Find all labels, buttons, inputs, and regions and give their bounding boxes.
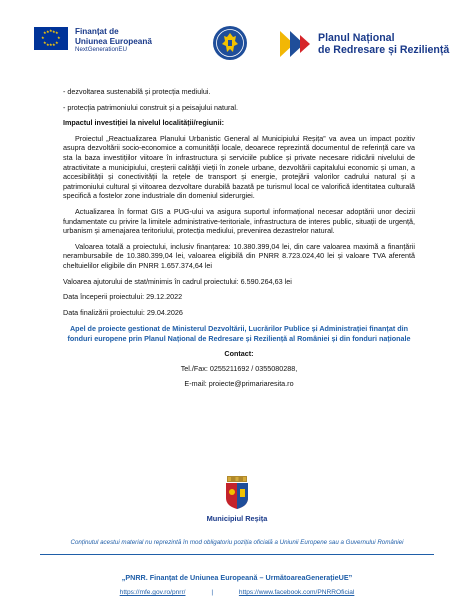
gis-paragraph: Actualizarea în format GIS a PUG-ului va asigura suportul informațional necesar adoptării unor decizii fundamentate cu privire la limitele administrative-teritoriale, infrastructura de interes public, situații de urgență, urbanism și amenajarea teritoriului, protecția mediului, prevenirea dezastrelor natural. [63, 206, 415, 236]
eu-label-line1: Finanțat de [75, 27, 119, 36]
impact-paragraph: Proiectul „Reactualizarea Planului Urbanistic General al Municipiului Reșița” va avea un impact pozitiv asupra dezvoltării socio-economice a comunității locale, deoarece reprezintă documentul de referință care va sta la baza investițiilor viitoare în infrastructura și serviciile publice și private necesare ridicării nivelului de atractivitate a municipiului, creșterii calității vieții în zonele urbane, dezvoltării capitalului economic și uman, a accesibilității și conectivității la rețele de transport și energie, protejării valorilor cadrului natural și a patrimoniului cultural și viitoarea dezvoltare durabilă bazată pe turismul local ce valorifică identitatea culturală specifică a fostelor zone industriale din domeniul siderurgiei. [63, 133, 415, 201]
facebook-link[interactable]: https://www.facebook.com/PNRROficial [238, 589, 355, 596]
project-end-date: Data finalizării proiectului: 29.04.2026 [63, 307, 183, 317]
page-header [0, 0, 474, 80]
pnrr-label-line2: de Redresare și Reziliență [318, 44, 450, 56]
contact-title: Contact: [224, 349, 254, 359]
pnrr-slogan: „PNRR. Finanțat de Uniunea Europeană – UrmătoareaGenerațieUE” [121, 573, 353, 582]
eu-label-line3: NextGenerationEU [75, 46, 127, 53]
resita-coat-of-arms-icon [223, 476, 251, 510]
impact-heading: Impactul investiției la nivelul localității/regiunii: [63, 118, 224, 128]
project-start-date: Data începerii proiectului: 29.12.2022 [63, 292, 183, 302]
pnrr-logo [280, 31, 449, 57]
bullet-heritage: - protecția patrimoniului construit și a peisajului natural. [63, 102, 238, 112]
bullet-sustainable: - dezvoltarea sustenabilă și protecția mediului. [63, 87, 211, 96]
romanian-government-seal-icon [212, 25, 248, 61]
eu-funding-logo [34, 27, 152, 54]
disclaimer-text: Conținutul acestui material nu reprezintă în mod obligatoriu poziția oficială a Uniunii Europene sau a Guvernului României [70, 539, 404, 546]
footer-divider [40, 554, 434, 555]
contact-email: E-mail: proiecte@primariaresita.ro [184, 378, 294, 388]
mfe-link[interactable]: https://mfe.gov.ro/pnrr/ [119, 589, 186, 596]
eu-flag-icon: ★ ★ ★ ★ ★ ★ ★ ★ ★ ★ ★ ★ [34, 27, 68, 50]
municipality-name: Municipiul Reșița [206, 514, 268, 523]
footer-links: https://mfe.gov.ro/pnrr/ | https://www.facebook.com/PNRROficial [119, 589, 355, 596]
document-body [63, 87, 415, 388]
funding-call-text: Apel de proiecte gestionat de Ministerul Dezvoltării, Lucrărilor Publice și Administrației finanțat din fonduri europene prin Planul Național de Redresare și Reziliență al României și din fonduri naționale [67, 324, 411, 343]
state-aid-value: Valoarea ajutorului de stat/minimis în cadrul proiectului: 6.590.264,63 lei [63, 276, 292, 286]
project-value-paragraph: Valoarea totală a proiectului, inclusiv finanțarea: 10.380.399,04 lei, din care valoarea maximă a finanțării nerambursabile de 10.380.399,04 lei, valoarea eligibilă din PNRR 8.723.024,40 lei și valoare TVA aferentă cheltuielilor eligibile din PNRR 1.657.374,64 lei [63, 241, 415, 270]
contact-tel-fax: Tel./Fax: 0255211692 / 0355080288, [180, 364, 298, 374]
pnrr-logo-icon [280, 31, 312, 57]
eu-label-line2: Uniunea Europeană [75, 36, 152, 46]
pnrr-label-line1: Planul Național [318, 31, 395, 44]
